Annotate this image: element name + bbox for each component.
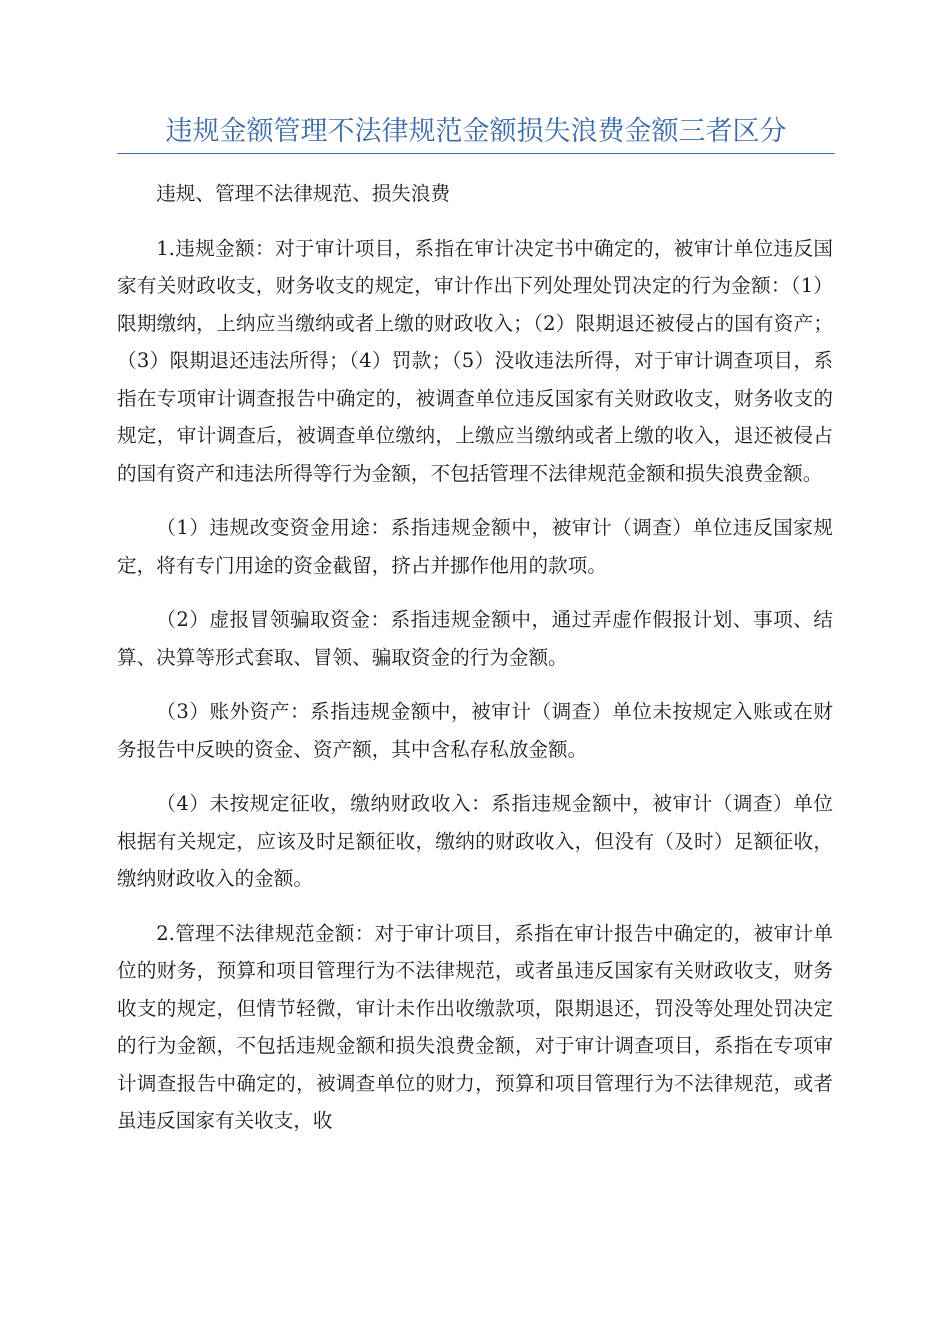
subheading-paragraph: 违规、管理不法律规范、损失浪费 [156,182,451,205]
paragraph-item-4: （4）未按规定征收，缴纳财政收入：系指违规金额中，被审计（调查）单位根据有关规定，应该及时足额征收，缴纳的财政收入，但没有（及时）足额征收，缴纳财政收入的金额。 [117,792,833,890]
paragraph-item-1: （1）违规改变资金用途：系指违规金额中，被审计（调查）单位违反国家规定，将有专门用途的资金截留，挤占并挪作他用的款项。 [117,516,833,577]
paragraph-violation-amount: 1.违规金额：对于审计项目，系指在审计决定书中确定的，被审计单位违反国家有关财政收支，财务收支的规定，审计作出下列处理处罚决定的行为金额：（1）限期缴纳，上纳应当缴纳或者上缴的财政收入；（2）限期退还被侵占的国有资产；（3）限期退还违法所得；（4）罚款；（5）没收违法所得，对于审计调查项目，系指在专项审计调查报告中确定的，被调查单位违反国家有关财政收支，财务收支的规定，审计调查后，被调查单位缴纳，上缴应当缴纳或者上缴的收入，退还被侵占的国有资产和违法所得等行为金额，不包括管理不法律规范金额和损失浪费金额。 [117,236,833,485]
title-underline [117,153,835,154]
paragraph-item-2: （2）虚报冒领骗取资金：系指违规金额中，通过弄虚作假报计划、事项、结算、决算等形式套取、冒领、骗取资金的行为金额。 [117,608,833,669]
document-body [117,175,833,1140]
document-title: 违规金额管理不法律规范金额损失浪费金额三者区分 [165,116,787,147]
paragraph-item-3: （3）账外资产：系指违规金额中，被审计（调查）单位未按规定入账或在财务报告中反映的资金、资产额，其中含私存私放金额。 [117,700,833,761]
paragraph-management-amount: 2.管理不法律规范金额：对于审计项目，系指在审计报告中确定的，被审计单位的财务，预算和项目管理行为不法律规范，或者虽违反国家有关财政收支，财务收支的规定，但情节轻微，审计未作出收缴款项，限期退还，罚没等处理处罚决定的行为金额，不包括违规金额和损失浪费金额，对于审计调查项目，系指在专项审计调查报告中确定的，被调查单位的财力，预算和项目管理行为不法律规范，或者虽违反国家有关收支，收 [117,921,833,1132]
